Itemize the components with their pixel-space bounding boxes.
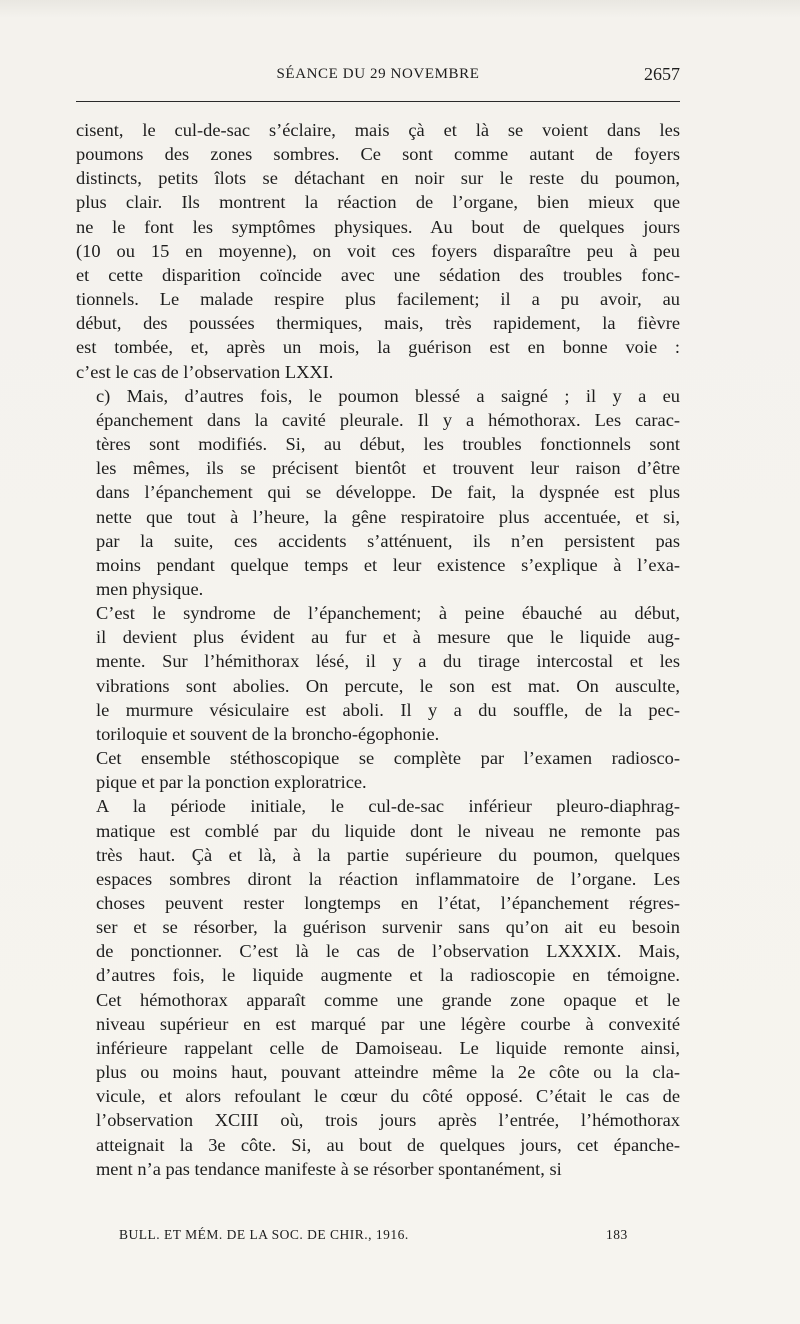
text-line: niveau supérieur en est marqué par une légère courbe à convexité [96, 1013, 680, 1034]
footer-citation: BULL. ET MÉM. DE LA SOC. DE CHIR., 1916. [119, 1227, 409, 1242]
text-line: plus ou moins haut, pouvant atteindre même la 2e côte ou la cla- [96, 1062, 680, 1083]
text-line: dans l’épanchement qui se développe. De fait, la dyspnée est plus [96, 482, 680, 503]
footer-signature-number: 183 [606, 1227, 628, 1242]
page-number: 2657 [644, 64, 680, 84]
text-line: A la période initiale, le cul-de-sac inférieur pleuro-diaphrag- [96, 796, 680, 817]
text-line: cisent, le cul-de-sac s’éclaire, mais çà et là se voient dans les [76, 120, 680, 140]
text-line: il devient plus évident au fur et à mesure que le liquide aug- [96, 627, 680, 648]
text-line: vicule, et alors refoulant le cœur du côté opposé. C’était le cas de [96, 1086, 680, 1107]
running-header [76, 62, 680, 90]
paragraph [76, 601, 680, 746]
text-line: choses peuvent rester longtemps en l’état, l’épanchement régres- [96, 893, 680, 913]
text-line: ment n’a pas tendance manifeste à se résorber spontanément, si [96, 1158, 562, 1179]
text-line: atteignait la 3e côte. Si, au bout de quelques jours, cet épanche- [96, 1134, 680, 1155]
text-line: très haut. Çà et là, à la partie supérieure du poumon, quelques [96, 844, 680, 865]
running-header-title: SÉANCE DU 29 NOVEMBRE [276, 66, 480, 82]
text-line: men physique. [96, 578, 204, 599]
paragraph [76, 384, 680, 601]
text-line: les mêmes, ils se précisent bientôt et trouvent leur raison d’être [96, 458, 680, 479]
paragraph [76, 118, 680, 384]
text-line: début, des poussées thermiques, mais, très rapidement, la fièvre [76, 313, 680, 334]
paragraph [76, 746, 680, 794]
text-line: poumons des zones sombres. Ce sont comme autant de foyers [76, 144, 680, 165]
text-line: ne le font les symptômes physiques. Au bout de quelques jours [76, 216, 680, 237]
text-line: mente. Sur l’hémithorax lésé, il y a du tirage intercostal et les [96, 651, 680, 672]
text-line: c) Mais, d’autres fois, le poumon blessé a saigné ; il y a eu [96, 385, 680, 406]
text-line: d’autres fois, le liquide augmente et la radioscopie en témoigne. [96, 965, 680, 986]
body-text [76, 118, 680, 1181]
text-line: inférieure rappelant celle de Damoiseau. Le liquide remonte ainsi, [96, 1037, 680, 1058]
text-line: (10 ou 15 en moyenne), on voit ces foyers disparaître peu à peu [76, 240, 680, 261]
text-line: vibrations sont abolies. On percute, le son est mat. On ausculte, [96, 675, 680, 696]
text-line: le murmure vésiculaire est aboli. Il y a du souffle, de la pec- [96, 699, 680, 720]
text-line: toriloquie et souvent de la broncho-égophonie. [96, 723, 440, 744]
page-footer [76, 1227, 680, 1247]
header-rule [76, 101, 680, 102]
text-line: pique et par la ponction exploratrice. [96, 772, 367, 793]
text-line: espaces sombres diront la réaction inflammatoire de l’organe. Les [96, 868, 680, 889]
paragraph [76, 794, 680, 1181]
text-line: de ponctionner. C’est là le cas de l’observation LXXXIX. Mais, [96, 941, 680, 962]
text-line: est tombée, et, après un mois, la guérison est en bonne voie : [76, 337, 680, 358]
text-line: épanchement dans la cavité pleurale. Il y a hémothorax. Les carac- [96, 409, 680, 430]
text-line: c’est le cas de l’observation LXXI. [76, 361, 334, 382]
text-line: nette que tout à l’heure, la gêne respiratoire plus accentuée, et si, [96, 506, 680, 527]
text-line: tionnels. Le malade respire plus facilement; il a pu avoir, au [76, 289, 680, 310]
text-line: moins pendant quelque temps et leur existence s’explique à l’exa- [96, 554, 680, 575]
text-line: distincts, petits îlots se détachant en noir sur le reste du poumon, [76, 168, 680, 189]
text-line: plus clair. Ils montrent la réaction de l’organe, bien mieux que [76, 192, 680, 213]
text-line: ser et se résorber, la guérison survenir sans qu’on ait eu besoin [96, 917, 680, 938]
text-line: tères sont modifiés. Si, au début, les troubles fonctionnels sont [96, 434, 680, 455]
text-line: l’observation XCIII où, trois jours après l’entrée, l’hémothorax [96, 1110, 680, 1131]
text-line: et cette disparition coïncide avec une sédation des troubles fonc- [76, 264, 680, 285]
text-line: Cet ensemble stéthoscopique se complète par l’examen radiosco- [96, 748, 680, 769]
text-line: matique est comblé par du liquide dont le niveau ne remonte pas [96, 820, 680, 841]
text-line: C’est le syndrome de l’épanchement; à peine ébauché au début, [96, 603, 680, 624]
text-line: par la suite, ces accidents s’atténuent, ils n’en persistent pas [96, 530, 680, 551]
text-line: Cet hémothorax apparaît comme une grande zone opaque et le [96, 989, 680, 1010]
